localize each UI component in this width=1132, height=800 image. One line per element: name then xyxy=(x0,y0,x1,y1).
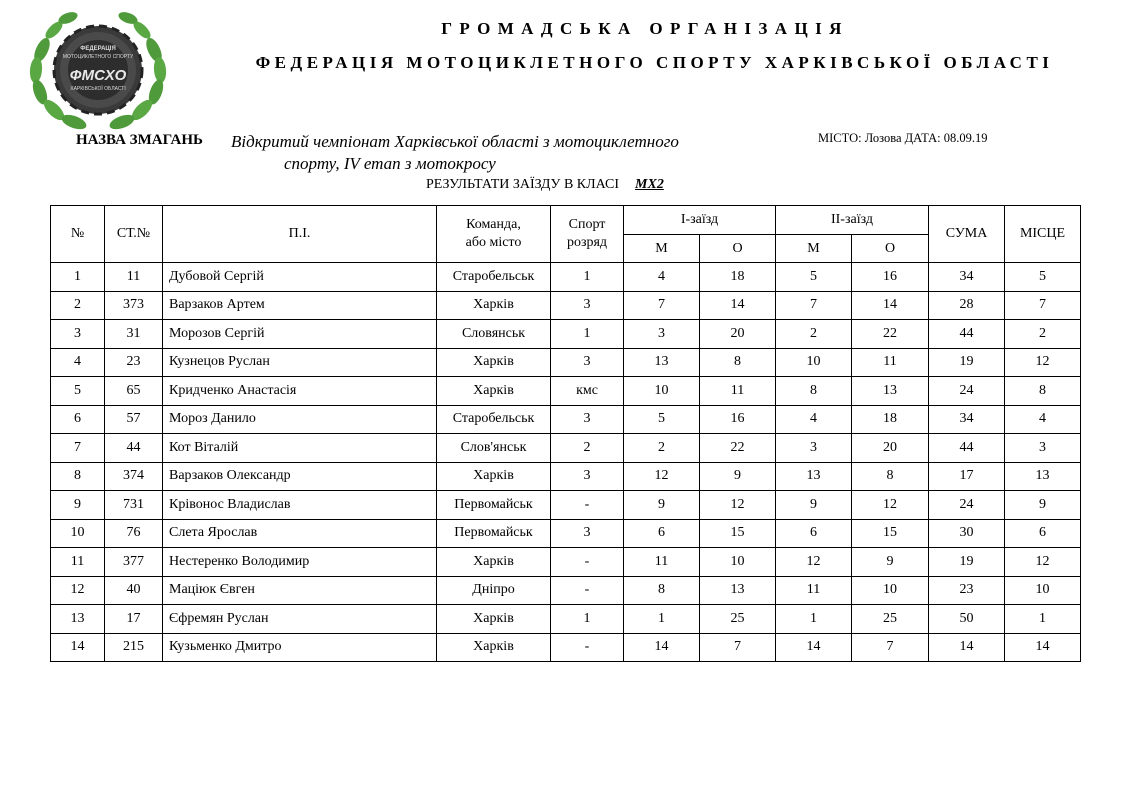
row-race1-m: 2 xyxy=(624,434,700,463)
row-team: Харків xyxy=(437,633,551,662)
row-place: 13 xyxy=(1005,462,1081,491)
row-team: Словянськ xyxy=(437,320,551,349)
logo-mid-text: МОТОЦИКЛЕТНОГО СПОРТУ xyxy=(62,54,134,60)
table-row xyxy=(51,462,1081,491)
row-race2-m: 12 xyxy=(776,548,852,577)
federation-logo xyxy=(28,10,168,132)
row-name: Дубовой Сергій xyxy=(163,263,437,292)
header-team-line2: або місто xyxy=(465,235,522,250)
row-sum: 30 xyxy=(929,519,1005,548)
row-race1-m: 8 xyxy=(624,576,700,605)
header-race1-o: О xyxy=(700,235,776,263)
competition-name xyxy=(231,131,751,175)
row-place: 3 xyxy=(1005,434,1081,463)
row-start-num: 40 xyxy=(105,576,163,605)
row-rank: 1 xyxy=(551,263,624,292)
row-sum: 44 xyxy=(929,320,1005,349)
row-race1-o: 14 xyxy=(700,291,776,320)
row-num: 10 xyxy=(51,519,105,548)
row-race2-o: 11 xyxy=(852,348,929,377)
row-num: 14 xyxy=(51,633,105,662)
row-race1-o: 12 xyxy=(700,491,776,520)
competition-name-line1: Відкритий чемпіонат Харківської області з мотоциклетного xyxy=(231,132,679,151)
row-start-num: 377 xyxy=(105,548,163,577)
row-race1-o: 7 xyxy=(700,633,776,662)
row-rank: 2 xyxy=(551,434,624,463)
row-race2-o: 15 xyxy=(852,519,929,548)
row-place: 2 xyxy=(1005,320,1081,349)
row-start-num: 31 xyxy=(105,320,163,349)
header-rank xyxy=(551,206,624,263)
city-date: МІСТО: Лозова ДАТА: 08.09.19 xyxy=(818,131,988,145)
row-start-num: 215 xyxy=(105,633,163,662)
row-race2-o: 20 xyxy=(852,434,929,463)
row-name: Кот Віталій xyxy=(163,434,437,463)
row-start-num: 44 xyxy=(105,434,163,463)
row-race1-o: 18 xyxy=(700,263,776,292)
table-row xyxy=(51,605,1081,634)
row-rank: 1 xyxy=(551,605,624,634)
row-race1-o: 11 xyxy=(700,377,776,406)
row-race2-o: 16 xyxy=(852,263,929,292)
row-race1-o: 15 xyxy=(700,519,776,548)
header-race2-o: О xyxy=(852,235,929,263)
row-team: Харків xyxy=(437,291,551,320)
row-race1-o: 16 xyxy=(700,405,776,434)
row-race2-m: 6 xyxy=(776,519,852,548)
row-race2-m: 3 xyxy=(776,434,852,463)
row-team: Первомайськ xyxy=(437,519,551,548)
row-sum: 44 xyxy=(929,434,1005,463)
row-start-num: 65 xyxy=(105,377,163,406)
row-race2-m: 14 xyxy=(776,633,852,662)
row-race1-m: 14 xyxy=(624,633,700,662)
row-race2-m: 2 xyxy=(776,320,852,349)
row-race1-o: 13 xyxy=(700,576,776,605)
row-sum: 17 xyxy=(929,462,1005,491)
table-row xyxy=(51,548,1081,577)
row-race1-m: 12 xyxy=(624,462,700,491)
header-team xyxy=(437,206,551,263)
row-start-num: 23 xyxy=(105,348,163,377)
row-team: Слов'янськ xyxy=(437,434,551,463)
row-name: Нестеренко Володимир xyxy=(163,548,437,577)
header-rank-line2: розряд xyxy=(566,235,608,250)
row-race2-o: 9 xyxy=(852,548,929,577)
row-rank: 3 xyxy=(551,405,624,434)
header-team-line1: Команда, xyxy=(466,217,521,232)
org-title: ГРОМАДСЬКА ОРГАНІЗАЦІЯ xyxy=(441,19,849,38)
row-race1-o: 8 xyxy=(700,348,776,377)
competition-name-line2: спорту, IV етап з мотокросу xyxy=(284,154,496,173)
row-name: Мороз Данило xyxy=(163,405,437,434)
row-race2-o: 13 xyxy=(852,377,929,406)
row-sum: 34 xyxy=(929,405,1005,434)
row-race2-o: 25 xyxy=(852,605,929,634)
row-race1-m: 6 xyxy=(624,519,700,548)
table-row xyxy=(51,491,1081,520)
row-race1-m: 4 xyxy=(624,263,700,292)
row-rank: 3 xyxy=(551,348,624,377)
row-team: Дніпро xyxy=(437,576,551,605)
row-race1-m: 7 xyxy=(624,291,700,320)
row-start-num: 373 xyxy=(105,291,163,320)
row-place: 6 xyxy=(1005,519,1081,548)
row-race1-m: 9 xyxy=(624,491,700,520)
header-start-num: СТ.№ xyxy=(105,206,163,263)
row-team: Старобельськ xyxy=(437,405,551,434)
row-race2-m: 8 xyxy=(776,377,852,406)
org-subtitle: ФЕДЕРАЦІЯ МОТОЦИКЛЕТНОГО СПОРТУ ХАРКІВСЬКОЇ ОБЛАСТІ xyxy=(255,53,1054,72)
row-num: 1 xyxy=(51,263,105,292)
row-race1-m: 13 xyxy=(624,348,700,377)
header-race1: І-заїзд xyxy=(624,206,776,235)
row-team: Старобельськ xyxy=(437,263,551,292)
row-rank: 3 xyxy=(551,519,624,548)
row-rank: 3 xyxy=(551,462,624,491)
row-team: Харків xyxy=(437,348,551,377)
row-race1-m: 10 xyxy=(624,377,700,406)
row-sum: 23 xyxy=(929,576,1005,605)
row-team: Харків xyxy=(437,377,551,406)
header-race2: ІІ-заїзд xyxy=(776,206,929,235)
row-num: 13 xyxy=(51,605,105,634)
table-row xyxy=(51,348,1081,377)
row-num: 9 xyxy=(51,491,105,520)
row-race2-m: 1 xyxy=(776,605,852,634)
row-race2-o: 12 xyxy=(852,491,929,520)
table-row xyxy=(51,263,1081,292)
row-num: 5 xyxy=(51,377,105,406)
row-race1-m: 5 xyxy=(624,405,700,434)
row-name: Кридченко Анастасія xyxy=(163,377,437,406)
logo-abbr: ФМСХО xyxy=(69,67,127,84)
row-race2-o: 14 xyxy=(852,291,929,320)
row-race1-o: 25 xyxy=(700,605,776,634)
row-rank: - xyxy=(551,576,624,605)
row-rank: 1 xyxy=(551,320,624,349)
row-num: 2 xyxy=(51,291,105,320)
row-race2-o: 18 xyxy=(852,405,929,434)
row-name: Крівонос Владислав xyxy=(163,491,437,520)
row-team: Первомайськ xyxy=(437,491,551,520)
row-rank: - xyxy=(551,548,624,577)
row-name: Слета Ярослав xyxy=(163,519,437,548)
row-name: Кузнецов Руслан xyxy=(163,348,437,377)
row-race2-o: 22 xyxy=(852,320,929,349)
row-start-num: 57 xyxy=(105,405,163,434)
header-sum: СУМА xyxy=(929,206,1005,263)
header-race1-m: М xyxy=(624,235,700,263)
row-sum: 34 xyxy=(929,263,1005,292)
row-race2-o: 7 xyxy=(852,633,929,662)
results-class: MX2 xyxy=(635,177,664,192)
row-name: Маціюк Євген xyxy=(163,576,437,605)
row-race1-o: 9 xyxy=(700,462,776,491)
table-row xyxy=(51,405,1081,434)
row-name: Єфремян Руслан xyxy=(163,605,437,634)
header-race2-m: М xyxy=(776,235,852,263)
row-sum: 14 xyxy=(929,633,1005,662)
table-row xyxy=(51,434,1081,463)
header-name: П.І. xyxy=(163,206,437,263)
row-start-num: 76 xyxy=(105,519,163,548)
competition-label: НАЗВА ЗМАГАНЬ xyxy=(76,132,203,148)
row-race2-m: 4 xyxy=(776,405,852,434)
row-race1-o: 22 xyxy=(700,434,776,463)
table-row xyxy=(51,519,1081,548)
results-table xyxy=(50,205,1081,662)
logo-bottom-text: ХАРКІВСЬКОЇ ОБЛАСТІ xyxy=(70,86,126,92)
row-place: 9 xyxy=(1005,491,1081,520)
row-start-num: 17 xyxy=(105,605,163,634)
row-rank: 3 xyxy=(551,291,624,320)
row-race2-m: 10 xyxy=(776,348,852,377)
row-start-num: 11 xyxy=(105,263,163,292)
row-place: 4 xyxy=(1005,405,1081,434)
results-title xyxy=(426,177,664,193)
row-race2-m: 13 xyxy=(776,462,852,491)
row-name: Кузьменко Дмитро xyxy=(163,633,437,662)
row-race1-m: 1 xyxy=(624,605,700,634)
row-place: 14 xyxy=(1005,633,1081,662)
row-race2-m: 11 xyxy=(776,576,852,605)
header-rank-line1: Спорт xyxy=(568,217,606,232)
results-title-text: РЕЗУЛЬТАТИ ЗАЇЗДУ В КЛАСІ xyxy=(426,177,620,192)
row-num: 12 xyxy=(51,576,105,605)
row-num: 3 xyxy=(51,320,105,349)
row-num: 11 xyxy=(51,548,105,577)
row-race1-m: 11 xyxy=(624,548,700,577)
row-team: Харків xyxy=(437,462,551,491)
row-rank: - xyxy=(551,491,624,520)
row-sum: 19 xyxy=(929,348,1005,377)
row-race2-m: 5 xyxy=(776,263,852,292)
table-row xyxy=(51,576,1081,605)
row-num: 7 xyxy=(51,434,105,463)
row-team: Харків xyxy=(437,548,551,577)
logo-top-text: ФЕДЕРАЦІЯ xyxy=(80,46,116,52)
row-place: 10 xyxy=(1005,576,1081,605)
row-race1-o: 20 xyxy=(700,320,776,349)
table-row xyxy=(51,377,1081,406)
row-place: 12 xyxy=(1005,548,1081,577)
table-row xyxy=(51,320,1081,349)
row-race2-o: 10 xyxy=(852,576,929,605)
header-place: МІСЦЕ xyxy=(1005,206,1081,263)
row-place: 12 xyxy=(1005,348,1081,377)
table-row xyxy=(51,291,1081,320)
row-name: Морозов Сергій xyxy=(163,320,437,349)
row-place: 5 xyxy=(1005,263,1081,292)
table-row xyxy=(51,633,1081,662)
row-rank: кмс xyxy=(551,377,624,406)
row-race2-m: 7 xyxy=(776,291,852,320)
row-team: Харків xyxy=(437,605,551,634)
row-start-num: 731 xyxy=(105,491,163,520)
row-num: 6 xyxy=(51,405,105,434)
row-sum: 19 xyxy=(929,548,1005,577)
row-name: Варзаков Артем xyxy=(163,291,437,320)
row-race1-o: 10 xyxy=(700,548,776,577)
row-name: Варзаков Олександр xyxy=(163,462,437,491)
row-sum: 24 xyxy=(929,491,1005,520)
row-race1-m: 3 xyxy=(624,320,700,349)
row-num: 8 xyxy=(51,462,105,491)
row-rank: - xyxy=(551,633,624,662)
row-race2-m: 9 xyxy=(776,491,852,520)
row-start-num: 374 xyxy=(105,462,163,491)
header-num: № xyxy=(51,206,105,263)
row-sum: 50 xyxy=(929,605,1005,634)
row-place: 1 xyxy=(1005,605,1081,634)
row-place: 7 xyxy=(1005,291,1081,320)
row-num: 4 xyxy=(51,348,105,377)
table-header-row xyxy=(51,206,1081,235)
row-place: 8 xyxy=(1005,377,1081,406)
row-sum: 24 xyxy=(929,377,1005,406)
row-sum: 28 xyxy=(929,291,1005,320)
row-race2-o: 8 xyxy=(852,462,929,491)
